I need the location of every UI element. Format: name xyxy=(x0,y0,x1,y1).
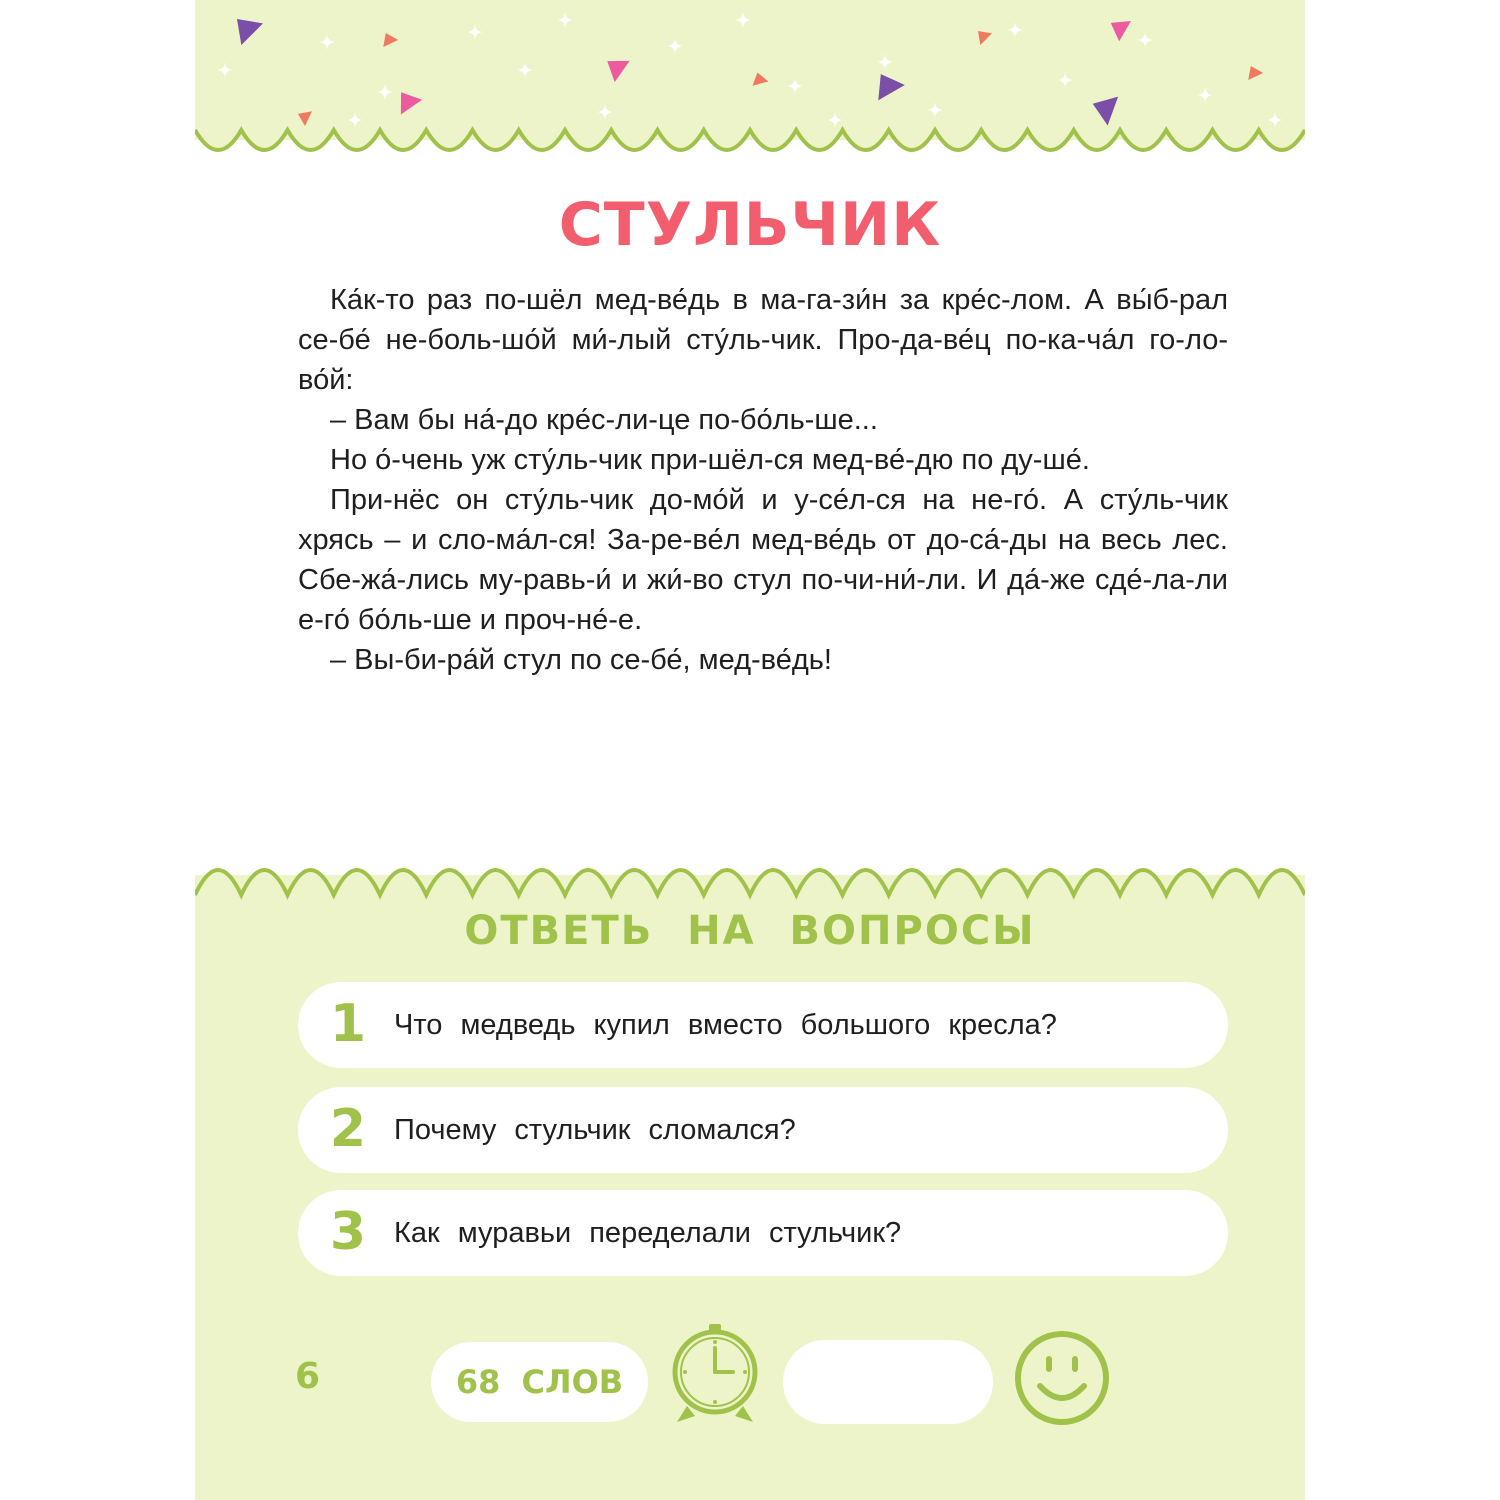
top-decorative-band xyxy=(195,0,1305,170)
story-paragraph: – Вы-би-ра́й стул по се-бе́, мед-ве́дь! xyxy=(330,644,832,676)
question-text: Почему стульчик сломался? xyxy=(394,1114,796,1146)
story-title: СТУЛЬЧИК xyxy=(558,190,942,260)
questions-title: ОТВЕТЬ НА ВОПРОСЫ xyxy=(464,908,1036,954)
clock-icon xyxy=(665,1322,765,1426)
story-paragraph: При-нёс он сту́ль-чик до-мо́й и у-се́л-ся на не-го́. А сту́ль-чик хрясь – и сло-ма́л-ся! За-ре-ве́л мед-ве́дь от до-са́-ды на весь лес. Сбе-жа́-лись му-равь-и́ и жи́-во стул по-чи-ни́-ли. И да́-же сде́-ла-ли е-го́ бо́ль-ше и проч-не́-е. xyxy=(298,484,1228,636)
story-paragraph: – Вам бы на́-до кре́с-ли-це по-бо́ль-ше... xyxy=(330,404,878,436)
reading-time-field[interactable] xyxy=(783,1340,993,1424)
question-text: Что медведь купил вместо большого кресла? xyxy=(394,1009,1057,1041)
question-text: Как муравьи переделали стульчик? xyxy=(394,1217,902,1249)
question-card-2 xyxy=(298,1087,1228,1173)
question-number: 1 xyxy=(329,994,367,1054)
story-text xyxy=(298,280,1228,680)
question-card-1 xyxy=(298,982,1228,1068)
story-paragraph: Ка́к-то раз по-шёл мед-ве́дь в ма-га-зи́н за кре́с-лом. А вы́б-рал се-бе́ не-боль-шо́й ми́-лый сту́ль-чик. Про-да-ве́ц по-ка-ча́л го-ло-во́й: xyxy=(298,284,1228,396)
word-count-badge: 68 СЛОВ xyxy=(431,1342,648,1422)
page-number: 6 xyxy=(295,1356,321,1397)
question-number: 2 xyxy=(329,1099,367,1159)
question-card-3 xyxy=(298,1190,1228,1276)
page xyxy=(195,0,1305,1500)
story-paragraph: Но о́-чень уж сту́ль-чик при-шёл-ся мед-ве́-дю по ду-ше́. xyxy=(330,444,1090,476)
question-number: 3 xyxy=(329,1202,367,1262)
smiley-icon xyxy=(1012,1328,1112,1428)
